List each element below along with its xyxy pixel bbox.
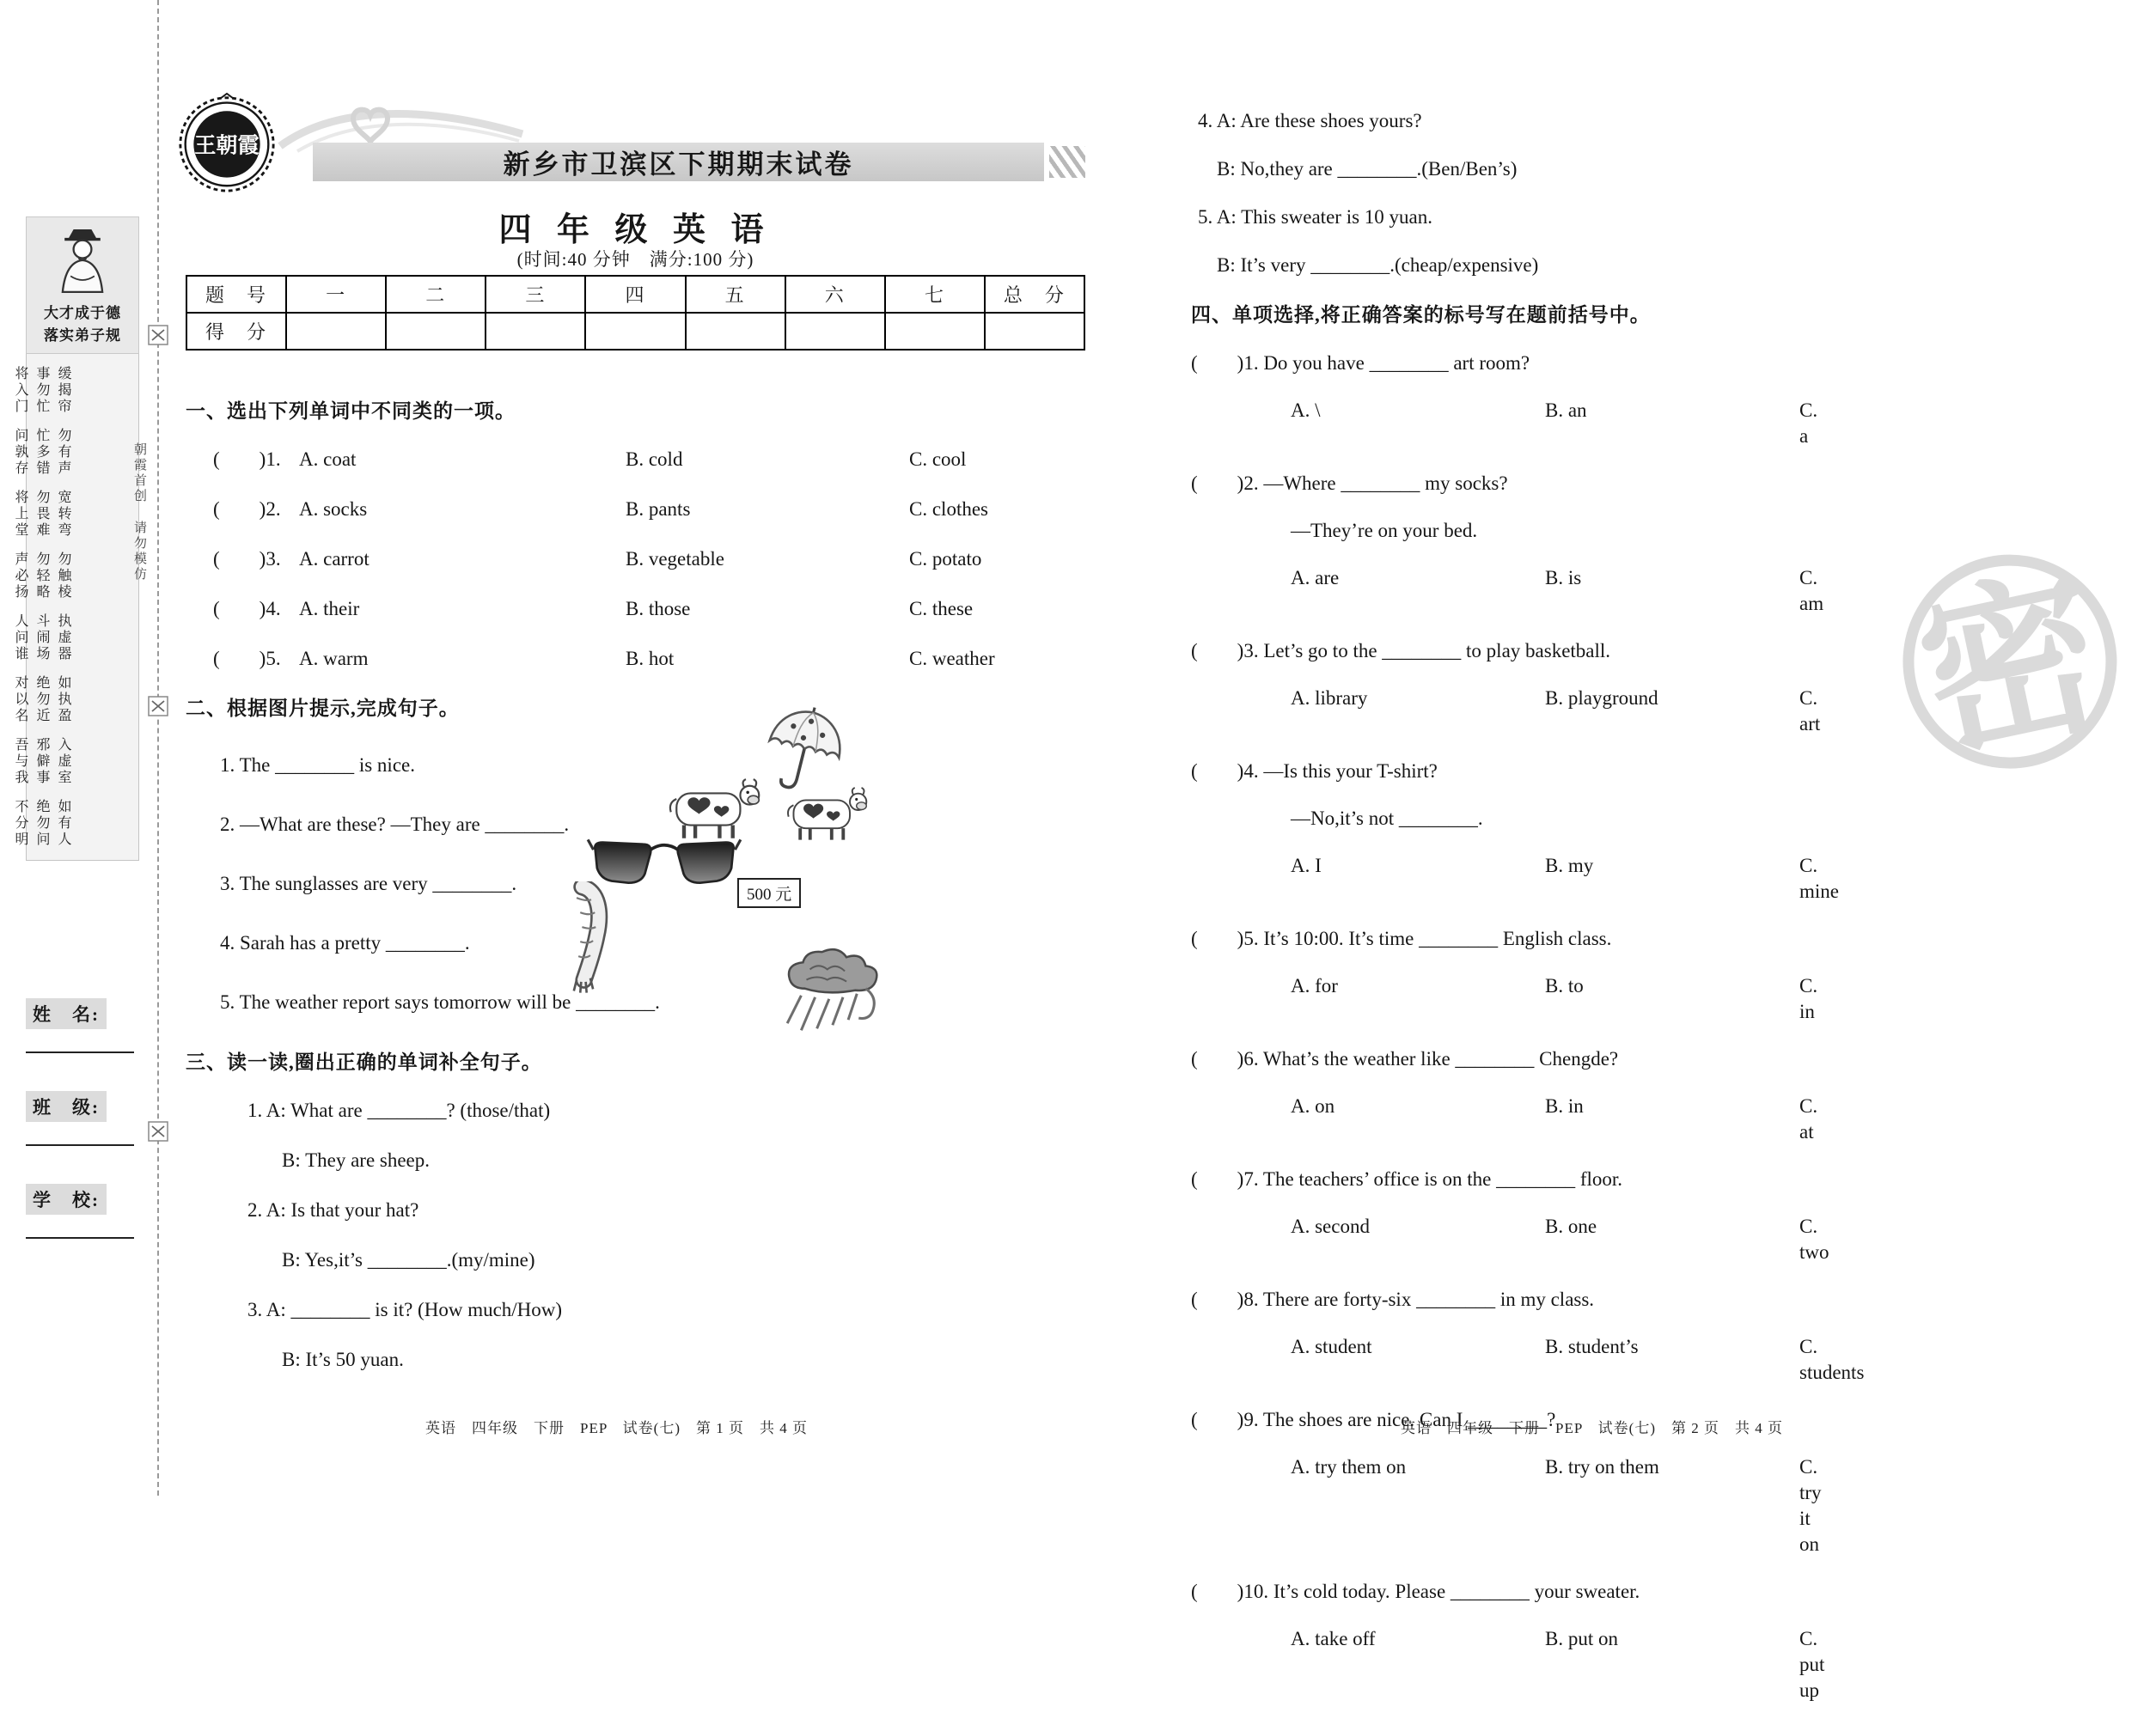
score-table xyxy=(186,275,1085,350)
mc-question: ( )2. —Where ________ my socks? xyxy=(1191,472,1508,494)
score-cell-empty xyxy=(885,313,985,350)
verse-column: 将上堂 xyxy=(13,490,27,539)
mc-options xyxy=(1191,1214,1830,1265)
scholar-figure-icon xyxy=(51,224,114,298)
option-c: C. clothes xyxy=(909,498,988,520)
section-3-heading: 三、读一读,圈出正确的单词补全句子。 xyxy=(186,1051,542,1073)
mc-item xyxy=(186,447,1085,472)
option-b: B. an xyxy=(1545,399,1587,421)
verse-column: 入虚室 xyxy=(56,737,70,786)
fill-blank-line: 3. The sunglasses are very ________. xyxy=(220,873,517,894)
option-a: A. socks xyxy=(299,498,368,520)
verse-column: 忙多错 xyxy=(34,428,49,477)
exam-banner xyxy=(313,143,1044,181)
mc-question: ( )9. The shoes are nice. Can I ________? xyxy=(1191,1409,1556,1430)
score-cell: 一 xyxy=(286,276,386,313)
exam-meta: (时间:40 分钟 满分:100 分) xyxy=(516,249,754,270)
score-cell-empty xyxy=(985,313,1084,350)
score-cell-empty xyxy=(585,313,685,350)
student-info-fields xyxy=(26,998,139,1277)
option-c: C. these xyxy=(909,598,974,619)
mc-question-subline: —They’re on your bed. xyxy=(1291,520,1478,541)
section-2 xyxy=(186,696,1085,1050)
score-cell-empty xyxy=(386,313,486,350)
banner-text: 新乡市卫滨区下期期末试卷 xyxy=(503,149,854,180)
dialogue-line-a: 5. A: This sweater is 10 yuan. xyxy=(1198,206,1432,228)
school-label: 学 校: xyxy=(26,1184,107,1215)
motto-line-2: 落实弟子规 xyxy=(44,326,121,344)
score-cell: 得 分 xyxy=(186,313,286,350)
option-b: B. put on xyxy=(1545,1628,1618,1649)
mc-question: ( )4. —Is this your T-shirt? xyxy=(1191,760,1438,782)
mc-options xyxy=(1191,853,1839,905)
section-4-heading: 四、单项选择,将正确答案的标号写在题前括号中。 xyxy=(1191,304,1651,326)
option-a: A. student xyxy=(1291,1336,1372,1357)
option-c: C. am xyxy=(1799,567,1824,614)
verse-column: 如执盈 xyxy=(56,675,70,724)
mc-question: ( )5. It’s 10:00. It’s time ________ English class. xyxy=(1191,928,1612,949)
brand-note-vertical: 朝霞首创 请勿模仿 xyxy=(132,442,146,582)
verse-column: 不分明 xyxy=(13,799,27,848)
verse-group xyxy=(13,366,152,415)
page1-header xyxy=(186,86,1085,275)
banner-ribbon-cap-icon xyxy=(1049,146,1085,178)
option-a: A. try them on xyxy=(1291,1456,1407,1478)
cut-mark-icon xyxy=(148,696,168,716)
verse-column: 声必扬 xyxy=(13,552,27,600)
cut-mark-icon xyxy=(148,325,168,345)
score-cell: 题 号 xyxy=(186,276,286,313)
price-tag: 500 元 xyxy=(737,878,801,908)
option-b: B. my xyxy=(1545,855,1594,876)
storm-cloud-illustration xyxy=(775,943,906,1045)
option-b: B. vegetable xyxy=(626,548,724,570)
score-cell: 六 xyxy=(785,276,885,313)
option-b: B. to xyxy=(1545,975,1584,997)
option-b: B. in xyxy=(1545,1095,1584,1117)
verse-column: 事勿忙 xyxy=(34,366,49,415)
option-c: C. try it on xyxy=(1799,1456,1822,1555)
mc-question: ( )3. Let’s go to the ________ to play basketball. xyxy=(1191,640,1611,661)
option-c: C. at xyxy=(1799,1095,1818,1143)
mc-options xyxy=(1191,398,1830,449)
section-3-continued xyxy=(1191,108,1830,278)
page2-footer: 英语 四年级 下册 PEP 试卷(七) 第 2 页 共 4 页 xyxy=(1401,1420,1783,1436)
score-cell-empty xyxy=(486,313,585,350)
item-number: ( )1. xyxy=(213,448,281,470)
scarf-illustration xyxy=(562,881,620,1000)
mc-options xyxy=(1191,973,1830,1025)
mc-options xyxy=(1191,1626,1830,1704)
item-number: ( )2. xyxy=(213,498,281,520)
left-margin-column xyxy=(13,216,139,861)
item-number: ( )5. xyxy=(213,648,281,669)
verse-column: 将入门 xyxy=(13,366,27,415)
option-a: A. on xyxy=(1291,1095,1335,1117)
verse-group xyxy=(13,799,152,848)
dizigui-verses xyxy=(13,354,139,861)
dialogue-line-a: 3. A: ________ is it? (How much/How) xyxy=(247,1299,563,1320)
section-4 xyxy=(1191,302,1865,1704)
verse-column: 勿触棱 xyxy=(56,552,70,600)
logo-text: 王朝霞 xyxy=(194,134,260,158)
option-c: C. in xyxy=(1799,975,1818,1022)
cut-mark-icon xyxy=(148,1121,168,1142)
fill-blank-line: 1. The ________ is nice. xyxy=(220,754,415,776)
section-3 xyxy=(186,1050,1085,1373)
verse-column: 勿有声 xyxy=(56,428,70,477)
score-cell: 二 xyxy=(386,276,486,313)
option-c: C. potato xyxy=(909,548,982,570)
mc-question-subline: —No,it’s not ________. xyxy=(1291,808,1483,829)
name-write-line xyxy=(26,1051,134,1053)
mc-item xyxy=(186,546,1085,572)
dialogue-line-b: B: Yes,it’s ________.(my/mine) xyxy=(282,1249,535,1271)
verse-column: 执虚器 xyxy=(56,613,70,662)
dialogue-line-b: B: No,they are ________.(Ben/Ben’s) xyxy=(1217,158,1518,180)
option-a: A. are xyxy=(1291,567,1340,588)
option-b: B. try on them xyxy=(1545,1456,1659,1478)
exam-title: 四 年 级 英 语 xyxy=(498,212,773,248)
verse-column: 缓揭帘 xyxy=(56,366,70,415)
school-field xyxy=(26,1184,139,1239)
fill-blank-line: 5. The weather report says tomorrow will be ________. xyxy=(220,991,660,1013)
mc-options xyxy=(1191,1334,1865,1386)
option-a: A. their xyxy=(299,598,360,619)
dialogue-line-a: 2. A: Is that your hat? xyxy=(247,1199,419,1221)
wangzhaoxia-logo xyxy=(177,93,277,192)
option-b: B. pants xyxy=(626,498,691,520)
dialogue-line-a: 1. A: What are ________? (those/that) xyxy=(247,1100,551,1121)
option-b: B. is xyxy=(1545,567,1582,588)
mc-options xyxy=(1191,1454,1830,1557)
score-cell: 总 分 xyxy=(985,276,1084,313)
verse-column: 勿畏难 xyxy=(34,490,49,539)
mc-options xyxy=(1191,565,1830,617)
verse-column: 问孰存 xyxy=(13,428,27,477)
verse-column: 绝勿问 xyxy=(34,799,49,848)
verse-column: 对以名 xyxy=(13,675,27,724)
option-c: C. students xyxy=(1799,1336,1865,1383)
mc-options xyxy=(1191,1094,1830,1145)
score-cell: 三 xyxy=(486,276,585,313)
name-field xyxy=(26,998,139,1053)
verse-column: 斗闹场 xyxy=(34,613,49,662)
dialogue-line-a: 4. A: Are these shoes yours? xyxy=(1198,110,1422,131)
name-label: 姓 名: xyxy=(26,998,107,1029)
option-b: B. one xyxy=(1545,1216,1597,1237)
mc-question: ( )8. There are forty-six ________ in my class. xyxy=(1191,1289,1595,1310)
option-c: C. cool xyxy=(909,448,967,470)
verse-column: 绝勿近 xyxy=(34,675,49,724)
verse-column: 吾与我 xyxy=(13,737,27,786)
item-number: ( )4. xyxy=(213,598,281,619)
verse-column: 如有人 xyxy=(56,799,70,848)
brand-seal-box xyxy=(26,216,139,354)
verse-group xyxy=(13,675,152,724)
fill-blank-line: 2. —What are these? —They are ________. xyxy=(220,814,570,835)
option-c: C. weather xyxy=(909,648,995,669)
score-cell: 五 xyxy=(686,276,785,313)
cow-illustration xyxy=(782,787,873,850)
class-label: 班 级: xyxy=(26,1091,107,1122)
confidential-watermark xyxy=(1878,533,2144,799)
option-a: A. coat xyxy=(299,448,357,470)
watermark-character: 密 xyxy=(1904,554,2118,782)
option-a: A. second xyxy=(1291,1216,1370,1237)
option-c: C. a xyxy=(1799,399,1818,447)
mc-question: ( )6. What’s the weather like ________ Chengde? xyxy=(1191,1048,1619,1070)
option-b: B. cold xyxy=(626,448,683,470)
verse-group xyxy=(13,737,152,786)
option-b: B. playground xyxy=(1545,687,1658,709)
dialogue-line-b: B: It’s 50 yuan. xyxy=(282,1349,404,1370)
dialogue-line-b: B: They are sheep. xyxy=(282,1149,431,1171)
option-c: C. mine xyxy=(1799,855,1839,902)
score-cell-empty xyxy=(686,313,785,350)
option-a: A. carrot xyxy=(299,548,370,570)
option-a: A. library xyxy=(1291,687,1368,709)
section-1-heading: 一、选出下列单词中不同类的一项。 xyxy=(186,400,516,422)
mc-question: ( )10. It’s cold today. Please ________ your sweater. xyxy=(1191,1581,1640,1602)
class-write-line xyxy=(26,1144,134,1146)
option-c: C. art xyxy=(1799,687,1821,734)
option-b: B. those xyxy=(626,598,691,619)
option-c: C. put up xyxy=(1799,1628,1825,1701)
score-cell-empty xyxy=(785,313,885,350)
score-cell: 四 xyxy=(585,276,685,313)
section-1 xyxy=(186,399,1085,672)
mc-item xyxy=(186,596,1085,622)
page-1 xyxy=(186,86,1085,1397)
mc-item xyxy=(186,646,1085,672)
option-a: A. warm xyxy=(299,648,369,669)
mc-item xyxy=(186,497,1085,522)
perforation-line xyxy=(157,0,159,1496)
score-cell-empty xyxy=(286,313,386,350)
class-field xyxy=(26,1091,139,1146)
motto-line-1: 大才成于德 xyxy=(44,305,121,321)
mc-question: ( )7. The teachers’ office is on the ________ floor. xyxy=(1191,1168,1623,1190)
option-a: A. for xyxy=(1291,975,1338,997)
section-2-heading: 二、根据图片提示,完成句子。 xyxy=(186,698,460,719)
verse-column: 宽转弯 xyxy=(56,490,70,539)
option-a: A. I xyxy=(1291,855,1322,876)
verse-column: 人问谁 xyxy=(13,613,27,662)
option-c: C. two xyxy=(1799,1216,1829,1263)
verse-column: 邪僻事 xyxy=(34,737,49,786)
verse-column: 勿轻略 xyxy=(34,552,49,600)
option-a: A. take off xyxy=(1291,1628,1376,1649)
school-write-line xyxy=(26,1237,134,1239)
dialogue-line-b: B: It’s very ________.(cheap/expensive) xyxy=(1217,254,1539,276)
mc-question: ( )1. Do you have ________ art room? xyxy=(1191,352,1530,374)
page1-footer: 英语 四年级 下册 PEP 试卷(七) 第 1 页 共 4 页 xyxy=(425,1420,808,1436)
page-2 xyxy=(1191,91,1865,1725)
item-number: ( )3. xyxy=(213,548,281,570)
fill-blank-line: 4. Sarah has a pretty ________. xyxy=(220,932,470,954)
option-b: B. student’s xyxy=(1545,1336,1639,1357)
mc-options xyxy=(1191,686,1830,737)
score-cell: 七 xyxy=(885,276,985,313)
option-a: A. \ xyxy=(1291,399,1321,421)
option-b: B. hot xyxy=(626,648,675,669)
